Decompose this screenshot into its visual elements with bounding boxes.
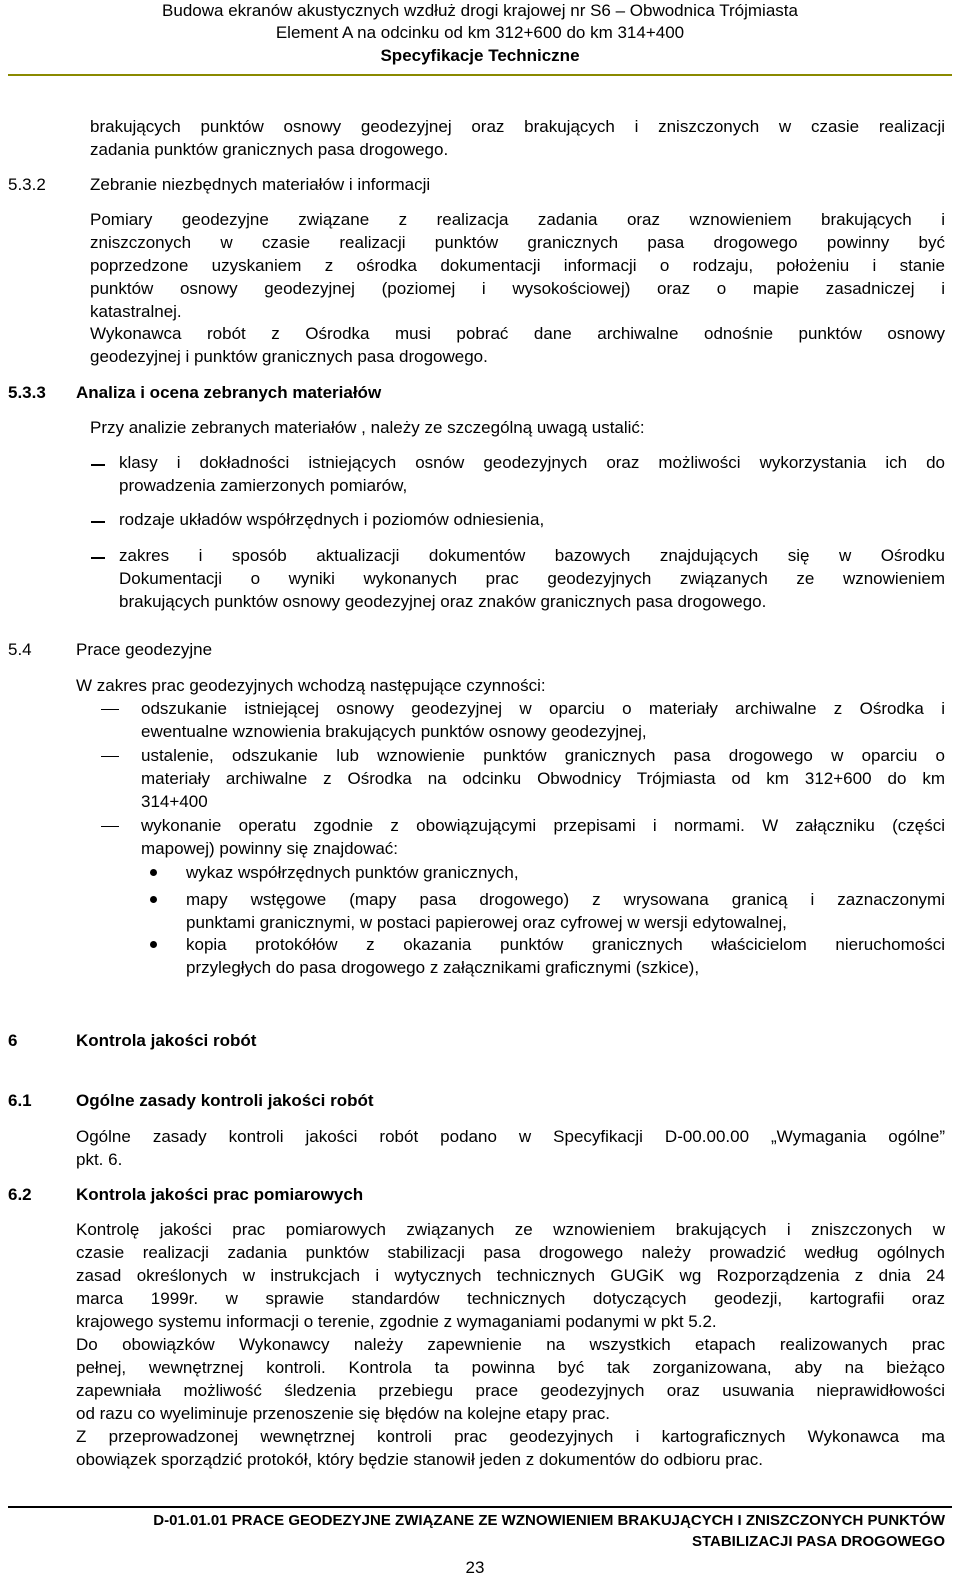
- s533-item-line: Dokumentacji o wyniki wykonanych prac geodezyjnych związanych ze wznowieniem: [119, 569, 945, 588]
- section-6-title: Kontrola jakości robót: [76, 1031, 257, 1050]
- section-533-number: 5.3.3: [8, 383, 46, 402]
- s532-p1-line: zniszczonych w czasie realizacji punktów granicznych pasa drogowego powinny być: [90, 233, 945, 252]
- s62-p3-line: obowiązek sporządzić protokół, który będzie stanowił jeden z dokumentów do odbioru prac.: [76, 1450, 763, 1469]
- header-rule: [8, 74, 952, 76]
- page-number: 23: [465, 1558, 485, 1577]
- s532-p1-line: katastralnej.: [90, 302, 182, 321]
- section-61-title: Ogólne zasady kontroli jakości robót: [76, 1091, 374, 1110]
- s61-line: Ogólne zasady kontroli jakości robót podano w Specyfikacji D-00.00.00 „Wymagania ogólne”: [76, 1127, 945, 1146]
- s62-p3-line: Z przeprowadzonej wewnętrznej kontroli prac geodezyjnych i kartograficznych Wykonawca ma: [76, 1427, 945, 1446]
- section-62-title: Kontrola jakości prac pomiarowych: [76, 1185, 364, 1204]
- s62-p1-line: Kontrolę jakości prac pomiarowych związanych ze wznowieniem brakujących i zniszczonych w: [76, 1220, 945, 1239]
- s533-item-line: rodzaje układów współrzędnych i poziomów odniesienia,: [119, 510, 545, 529]
- s54-item-line: ustalenie, odszukanie lub wznowienie punktów granicznych pasa drogowego w oparciu o: [141, 746, 945, 765]
- s532-p2-line: Wykonawca robót z Ośrodka musi pobrać dane archiwalne odnośnie punktów osnowy: [90, 324, 945, 343]
- s532-p1-line: poprzedzone uzyskaniem z ośrodka dokumentacji informacji o rodzaju, położeniu i stanie: [90, 256, 945, 275]
- section-54-title: Prace geodezyjne: [76, 640, 213, 659]
- dash-marker: [101, 756, 119, 757]
- intro-line-2: zadania punktów granicznych pasa drogowego.: [90, 140, 449, 159]
- dash-marker: [101, 826, 119, 827]
- s54-subitem-line: kopia protokółów z okazania punktów granicznych właścicielom nieruchomości: [186, 935, 945, 954]
- s533-item-line: prowadzenia zamierzonych pomiarów,: [119, 476, 408, 495]
- dash-marker: [91, 521, 105, 523]
- footer-rule: [8, 1506, 952, 1508]
- s62-p1-line: marca 1999r. w sprawie standardów technicznych dotyczących geodezji, kartografii oraz: [76, 1289, 945, 1308]
- s533-lead: Przy analizie zebranych materiałów , należy ze szczególną uwagą ustalić:: [90, 418, 645, 437]
- section-54-number: 5.4: [8, 640, 32, 659]
- s62-p2-line: zapewniała możliwość śledzenia przebiegu prace geodezyjnych oraz usuwania nieprawidłowości: [76, 1381, 945, 1400]
- section-533-title: Analiza i ocena zebranych materiałów: [76, 383, 382, 402]
- s533-item-line: zakres i sposób aktualizacji dokumentów bazowych znajdujących się w Ośrodku: [119, 546, 945, 565]
- s54-subitem-line: wykaz współrzędnych punktów granicznych,: [186, 863, 519, 882]
- s62-p1-line: czasie realizacji zadania punktów stabilizacji pasa drogowego należy prowadzić według ogólnych: [76, 1243, 945, 1262]
- s54-subitem-line: przyległych do pasa drogowego z załącznikami graficznymi (szkice),: [186, 958, 700, 977]
- section-532-number: 5.3.2: [8, 175, 46, 194]
- bullet-marker: [150, 869, 157, 876]
- bullet-marker: [150, 896, 157, 903]
- s532-p2-line: geodezyjnej i punktów granicznych pasa drogowego.: [90, 347, 488, 366]
- section-62-number: 6.2: [8, 1185, 32, 1204]
- s62-p2-line: pełnej, wewnętrznej kontroli. Kontrola ta powinna być tak zorganizowana, aby na bieżąco: [76, 1358, 945, 1377]
- footer-title: D-01.01.01 PRACE GEODEZYJNE ZWIĄZANE ZE WZNOWIENIEM BRAKUJĄCYCH I ZNISZCZONYCH PUNKTÓW: [153, 1512, 945, 1529]
- s54-item-line: odszukanie istniejącej osnowy geodezyjnej w oparciu o materiały archiwalne z Ośrodka i: [141, 699, 945, 718]
- section-61-number: 6.1: [8, 1091, 32, 1110]
- s54-item-line: ewentualne wznowienia brakujących punktów osnowy geodezyjnej,: [141, 722, 647, 741]
- s54-item-line: 314+400: [141, 792, 208, 811]
- s54-item-line: wykonanie operatu zgodnie z obowiązującymi przepisami i normami. W załączniku (części: [141, 816, 945, 835]
- header-element: Element A na odcinku od km 312+600 do km 314+400: [275, 23, 685, 42]
- s54-item-line: materiały archiwalne z Ośrodka na odcinku Obwodnicy Trójmiasta od km 312+600 do km: [141, 769, 945, 788]
- bullet-marker: [150, 941, 157, 948]
- s54-subitem-line: punktami granicznymi, w postaci papierowej oraz cyfrowej w wersji edytowalnej,: [186, 913, 787, 932]
- s62-p2-line: od razu co wyeliminuje przenoszenie się błędów na kolejne etapy prac.: [76, 1404, 610, 1423]
- s62-p1-line: zasad określonych w instrukcjach i wytycznych technicznych GUGiK wg Rozporządzenia z dnia 24: [76, 1266, 945, 1285]
- s532-p1-line: punktów osnowy geodezyjnej (poziomej i wysokościowej) oraz o mapie zasadniczej i: [90, 279, 945, 298]
- dash-marker: [91, 464, 105, 466]
- s533-item-line: klasy i dokładności istniejących osnów geodezyjnych oraz możliwości wykorzystania ich do: [119, 453, 945, 472]
- s532-p1-line: Pomiary geodezyjne związane z realizacja zadania oraz wznowieniem brakujących i: [90, 210, 945, 229]
- s62-p2-line: Do obowiązków Wykonawcy należy zapewnienie na wszystkich etapach realizowanych prac: [76, 1335, 945, 1354]
- footer-subtitle: STABILIZACJI PASA DROGOWEGO: [691, 1533, 945, 1550]
- header-spec: Specyfikacje Techniczne: [380, 46, 580, 65]
- section-532-title: Zebranie niezbędnych materiałów i informacji: [90, 175, 431, 194]
- s54-subitem-line: mapy wstęgowe (mapy pasa drogowego) z wrysowana granicą i zaznaczonymi: [186, 890, 945, 909]
- intro-line-1: brakujących punktów osnowy geodezyjnej oraz brakujących i zniszczonych w czasie realizacji: [90, 117, 945, 136]
- s54-item-line: mapowej) powinny się znajdować:: [141, 839, 399, 858]
- s62-p1-line: krajowego systemu informacji o terenie, zgodnie z wymaganiami podanymi w pkt 5.2.: [76, 1312, 717, 1331]
- s54-lead: W zakres prac geodezyjnych wchodzą następujące czynności:: [76, 676, 546, 695]
- dash-marker: [91, 557, 105, 559]
- section-6-number: 6: [8, 1031, 18, 1050]
- s61-line: pkt. 6.: [76, 1150, 123, 1169]
- header-title: Budowa ekranów akustycznych wzdłuż drogi krajowej nr S6 – Obwodnica Trójmiasta: [162, 1, 798, 20]
- dash-marker: [101, 709, 119, 710]
- s533-item-line: brakujących punktów osnowy geodezyjnej oraz znaków granicznych pasa drogowego.: [119, 592, 767, 611]
